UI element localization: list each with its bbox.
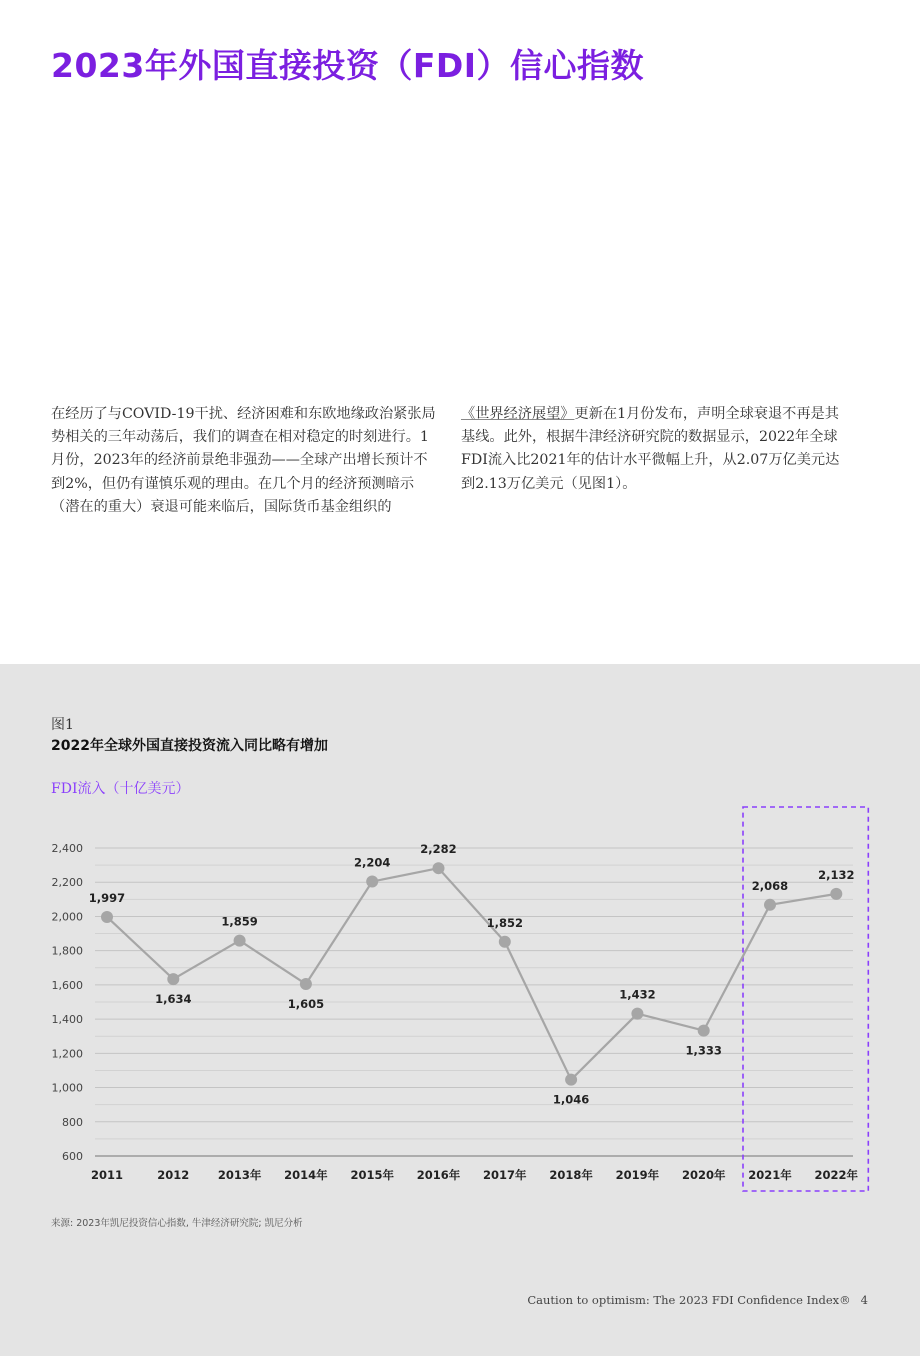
y-tick-label: 1,400 bbox=[51, 1013, 83, 1027]
y-tick-label: 1,600 bbox=[51, 978, 83, 992]
data-label: 2,068 bbox=[751, 878, 789, 893]
weo-reference-link[interactable]: 《世界经济展望》 bbox=[461, 406, 575, 422]
data-label: 2,282 bbox=[420, 842, 457, 857]
body-paragraph-left: 在经历了与COVID-19干扰、经济困难和东欧地缘政治紧张局势相关的三年动荡后，我们的调查在相对稳定的时刻进行。1月份，2023年的经济前景绝非强劲——全球产出增长预计不到2%，但仍有谨慎乐观的理由。在几个月的经济预测暗示（潜在的重大）衰退可能来临后，国际货币基金组织的 bbox=[51, 406, 436, 515]
page-number: 4 bbox=[860, 1293, 868, 1307]
data-point bbox=[698, 1025, 710, 1037]
x-tick-label: 2014年 bbox=[284, 1168, 328, 1182]
figure-source: 来源: 2023年凯尼投资信心指数, 牛津经济研究院; 凯尼分析 bbox=[51, 1218, 303, 1229]
y-tick-label: 1,800 bbox=[51, 944, 83, 958]
body-paragraph-right-text: 更新在1月份发布，声明全球衰退不再是其基线。此外，根据牛津经济研究院的数据显示，2022年全球FDI流入比2021年的估计水平微幅上升，从2.07万亿美元达到2.13万亿美元（见图1）。 bbox=[461, 406, 840, 492]
y-tick-label: 1,200 bbox=[51, 1047, 83, 1061]
data-point bbox=[499, 936, 511, 948]
x-tick-label: 2015年 bbox=[350, 1168, 394, 1182]
data-point bbox=[565, 1074, 577, 1086]
page-footer bbox=[527, 1293, 868, 1307]
x-tick-label: 2018年 bbox=[549, 1168, 593, 1182]
data-label: 1,046 bbox=[552, 1092, 590, 1107]
data-point bbox=[366, 876, 378, 888]
data-point bbox=[830, 888, 842, 900]
data-point bbox=[234, 935, 246, 947]
highlight-box bbox=[743, 807, 868, 1191]
figure-title: 2022年全球外国直接投资流入同比略有增加 bbox=[51, 738, 328, 754]
y-tick-label: 2,000 bbox=[51, 910, 83, 924]
data-label: 1,859 bbox=[221, 914, 258, 929]
data-label: 1,852 bbox=[486, 915, 523, 930]
data-point bbox=[300, 978, 312, 990]
footer-text: Caution to optimism: The 2023 FDI Confidence Index® bbox=[527, 1293, 851, 1307]
data-label: 2,132 bbox=[818, 867, 855, 882]
x-tick-label: 2020年 bbox=[681, 1168, 726, 1182]
y-tick-label: 600 bbox=[62, 1150, 83, 1163]
data-point bbox=[101, 911, 113, 923]
data-label: 2,204 bbox=[354, 855, 391, 870]
data-point bbox=[631, 1008, 643, 1020]
data-point bbox=[167, 973, 179, 985]
x-tick-label: 2013年 bbox=[217, 1168, 262, 1182]
x-tick-label: 2022年 bbox=[814, 1168, 859, 1182]
data-label: 1,432 bbox=[619, 987, 656, 1002]
x-tick-label: 2016年 bbox=[416, 1168, 461, 1182]
page-title: 2023年外国直接投资（FDI）信心指数 bbox=[51, 46, 645, 85]
data-label: 1,634 bbox=[155, 992, 192, 1007]
x-tick-label: 2019年 bbox=[615, 1168, 660, 1182]
x-tick-label: 2017年 bbox=[483, 1168, 527, 1182]
data-point bbox=[433, 862, 445, 874]
x-tick-label: 2012 bbox=[157, 1168, 190, 1182]
data-point bbox=[764, 899, 776, 911]
x-tick-label: 2021年 bbox=[748, 1168, 792, 1182]
figure-number: 图1 bbox=[51, 717, 74, 733]
data-label: 1,997 bbox=[88, 890, 126, 905]
x-tick-label: 2011 bbox=[90, 1168, 124, 1182]
y-axis-title: FDI流入（十亿美元） bbox=[51, 781, 190, 797]
y-tick-label: 2,200 bbox=[51, 876, 83, 890]
data-label: 1,333 bbox=[685, 1043, 722, 1058]
fdi-series-line bbox=[107, 868, 836, 1079]
y-tick-label: 2,400 bbox=[51, 842, 83, 855]
y-tick-label: 800 bbox=[62, 1115, 83, 1129]
y-tick-label: 1,000 bbox=[51, 1081, 83, 1095]
data-label: 1,605 bbox=[287, 997, 325, 1012]
